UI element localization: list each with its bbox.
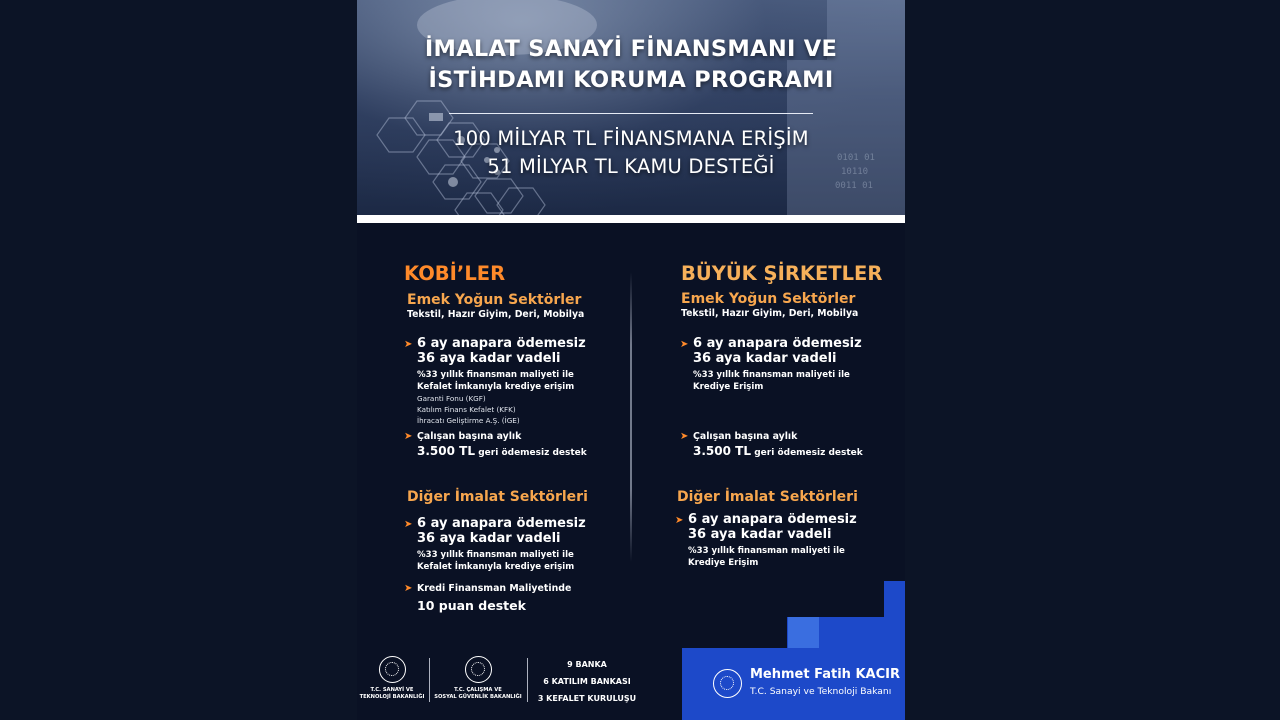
item-line1: 6 ay anapara ödemesiz xyxy=(417,336,586,351)
support-text: geri ödemesiz destek xyxy=(754,448,863,458)
kobi-emek-heading: Emek Yoğun Sektörler xyxy=(407,292,582,308)
guarantor-ige: İhracatı Geliştirme A.Ş. (İGE) xyxy=(417,416,520,425)
item-amount-line xyxy=(417,444,652,460)
kobi-diger-heading: Diğer İmalat Sektörleri xyxy=(407,489,588,505)
item-detail1: %33 yıllık finansman maliyeti ile xyxy=(417,550,574,560)
item-line1: 6 ay anapara ödemesiz xyxy=(688,512,857,527)
item-detail2: Krediye Erişim xyxy=(688,558,759,568)
participation-banks-count: 6 KATILIM BANKASI xyxy=(543,677,631,686)
svg-text:10110: 10110 xyxy=(841,167,869,177)
buyuk-title: BÜYÜK ŞİRKETLER xyxy=(681,262,883,285)
buyuk-emek-sectors: Tekstil, Hazır Giyim, Deri, Mobilya xyxy=(681,308,859,319)
blue-square-decoration xyxy=(788,617,819,648)
item-line2: 36 aya kadar vadeli xyxy=(417,531,561,546)
kobi-column xyxy=(404,0,654,720)
item-line1: Çalışan başına aylık xyxy=(693,431,798,442)
minister-name: Mehmet Fatih KACIR xyxy=(750,667,900,682)
guarantor-kfk: Katılım Finans Kefalet (KFK) xyxy=(417,405,516,414)
guarantor-kgf: Garanti Fonu (KGF) xyxy=(417,394,486,403)
item-line2: 10 puan destek xyxy=(417,598,526,613)
banks-count: 9 BANKA xyxy=(567,660,607,669)
item-line1: Kredi Finansman Maliyetinde xyxy=(417,583,572,594)
item-detail1: %33 yıllık finansman maliyeti ile xyxy=(693,370,850,380)
program-title-line1: İMALAT SANAYİ FİNANSMANI VE xyxy=(424,36,838,62)
chevron-right-icon: ➤ xyxy=(680,339,689,350)
item-line2: 36 aya kadar vadeli xyxy=(688,527,832,542)
ministry-labor-label-line1: T.C. ÇALIŞMA VE xyxy=(454,687,502,693)
subtitle-line1: 100 MİLYAR TL FİNANSMANA ERİŞİM xyxy=(453,127,809,150)
item-amount-line xyxy=(693,444,905,460)
svg-text:0011 01: 0011 01 xyxy=(835,181,873,191)
guarantee-institutions-count: 3 KEFALET KURULUŞU xyxy=(537,694,637,703)
minister-signature xyxy=(682,652,905,712)
item-detail1: %33 yıllık finansman maliyeti ile xyxy=(688,546,845,556)
footer-separator xyxy=(527,658,528,702)
partner-institutions xyxy=(533,656,641,707)
buyuk-column xyxy=(675,0,905,720)
ministry-industry-label-line1: T.C. SANAYİ VE xyxy=(370,687,414,693)
svg-text:0101 01: 0101 01 xyxy=(837,153,875,163)
chevron-right-icon: ➤ xyxy=(680,431,689,442)
chevron-right-icon: ➤ xyxy=(404,339,413,350)
item-line1: Çalışan başına aylık xyxy=(417,431,522,442)
ministry-industry-label-line2: TEKNOLOJİ BAKANLIĞI xyxy=(359,693,425,700)
ministry-emblem-icon xyxy=(379,656,406,683)
item-detail1: %33 yıllık finansman maliyeti ile xyxy=(417,370,574,380)
buyuk-emek-heading: Emek Yoğun Sektörler xyxy=(681,291,856,307)
chevron-right-icon: ➤ xyxy=(404,431,413,442)
ministry-emblem-icon xyxy=(713,669,742,698)
kobi-title: KOBİ’LER xyxy=(404,262,506,285)
item-line2: 36 aya kadar vadeli xyxy=(417,351,561,366)
chevron-right-icon: ➤ xyxy=(404,519,413,530)
kobi-emek-sectors: Tekstil, Hazır Giyim, Deri, Mobilya xyxy=(407,309,585,320)
support-amount: 3.500 TL xyxy=(417,444,475,458)
support-amount: 3.500 TL xyxy=(693,444,751,458)
chevron-right-icon: ➤ xyxy=(404,583,413,594)
blue-step-decoration xyxy=(884,581,905,617)
item-line1: 6 ay anapara ödemesiz xyxy=(417,516,586,531)
item-detail2: Kefalet İmkanıyla krediye erişim xyxy=(417,382,575,392)
footer-separator xyxy=(429,658,430,702)
item-line2: 36 aya kadar vadeli xyxy=(693,351,837,366)
support-text: geri ödemesiz destek xyxy=(478,448,587,458)
subtitle-line2: 51 MİLYAR TL KAMU DESTEĞİ xyxy=(487,155,775,178)
infographic-poster xyxy=(357,0,905,720)
minister-title: T.C. Sanayi ve Teknoloji Bakanı xyxy=(750,686,892,697)
item-line1: 6 ay anapara ödemesiz xyxy=(693,336,862,351)
ministry-labor-logo xyxy=(434,656,522,700)
ministry-emblem-icon xyxy=(465,656,492,683)
item-detail2: Kefalet İmkanıyla krediye erişim xyxy=(417,562,575,572)
ministry-industry-logo xyxy=(359,656,425,700)
chevron-right-icon: ➤ xyxy=(675,515,684,526)
item-detail2: Krediye Erişim xyxy=(693,382,764,392)
buyuk-diger-heading: Diğer İmalat Sektörleri xyxy=(677,489,858,505)
ministry-labor-label-line2: SOSYAL GÜVENLİK BAKANLIĞI xyxy=(434,693,522,700)
program-title-line2: İSTİHDAMI KORUMA PROGRAMI xyxy=(428,67,834,93)
